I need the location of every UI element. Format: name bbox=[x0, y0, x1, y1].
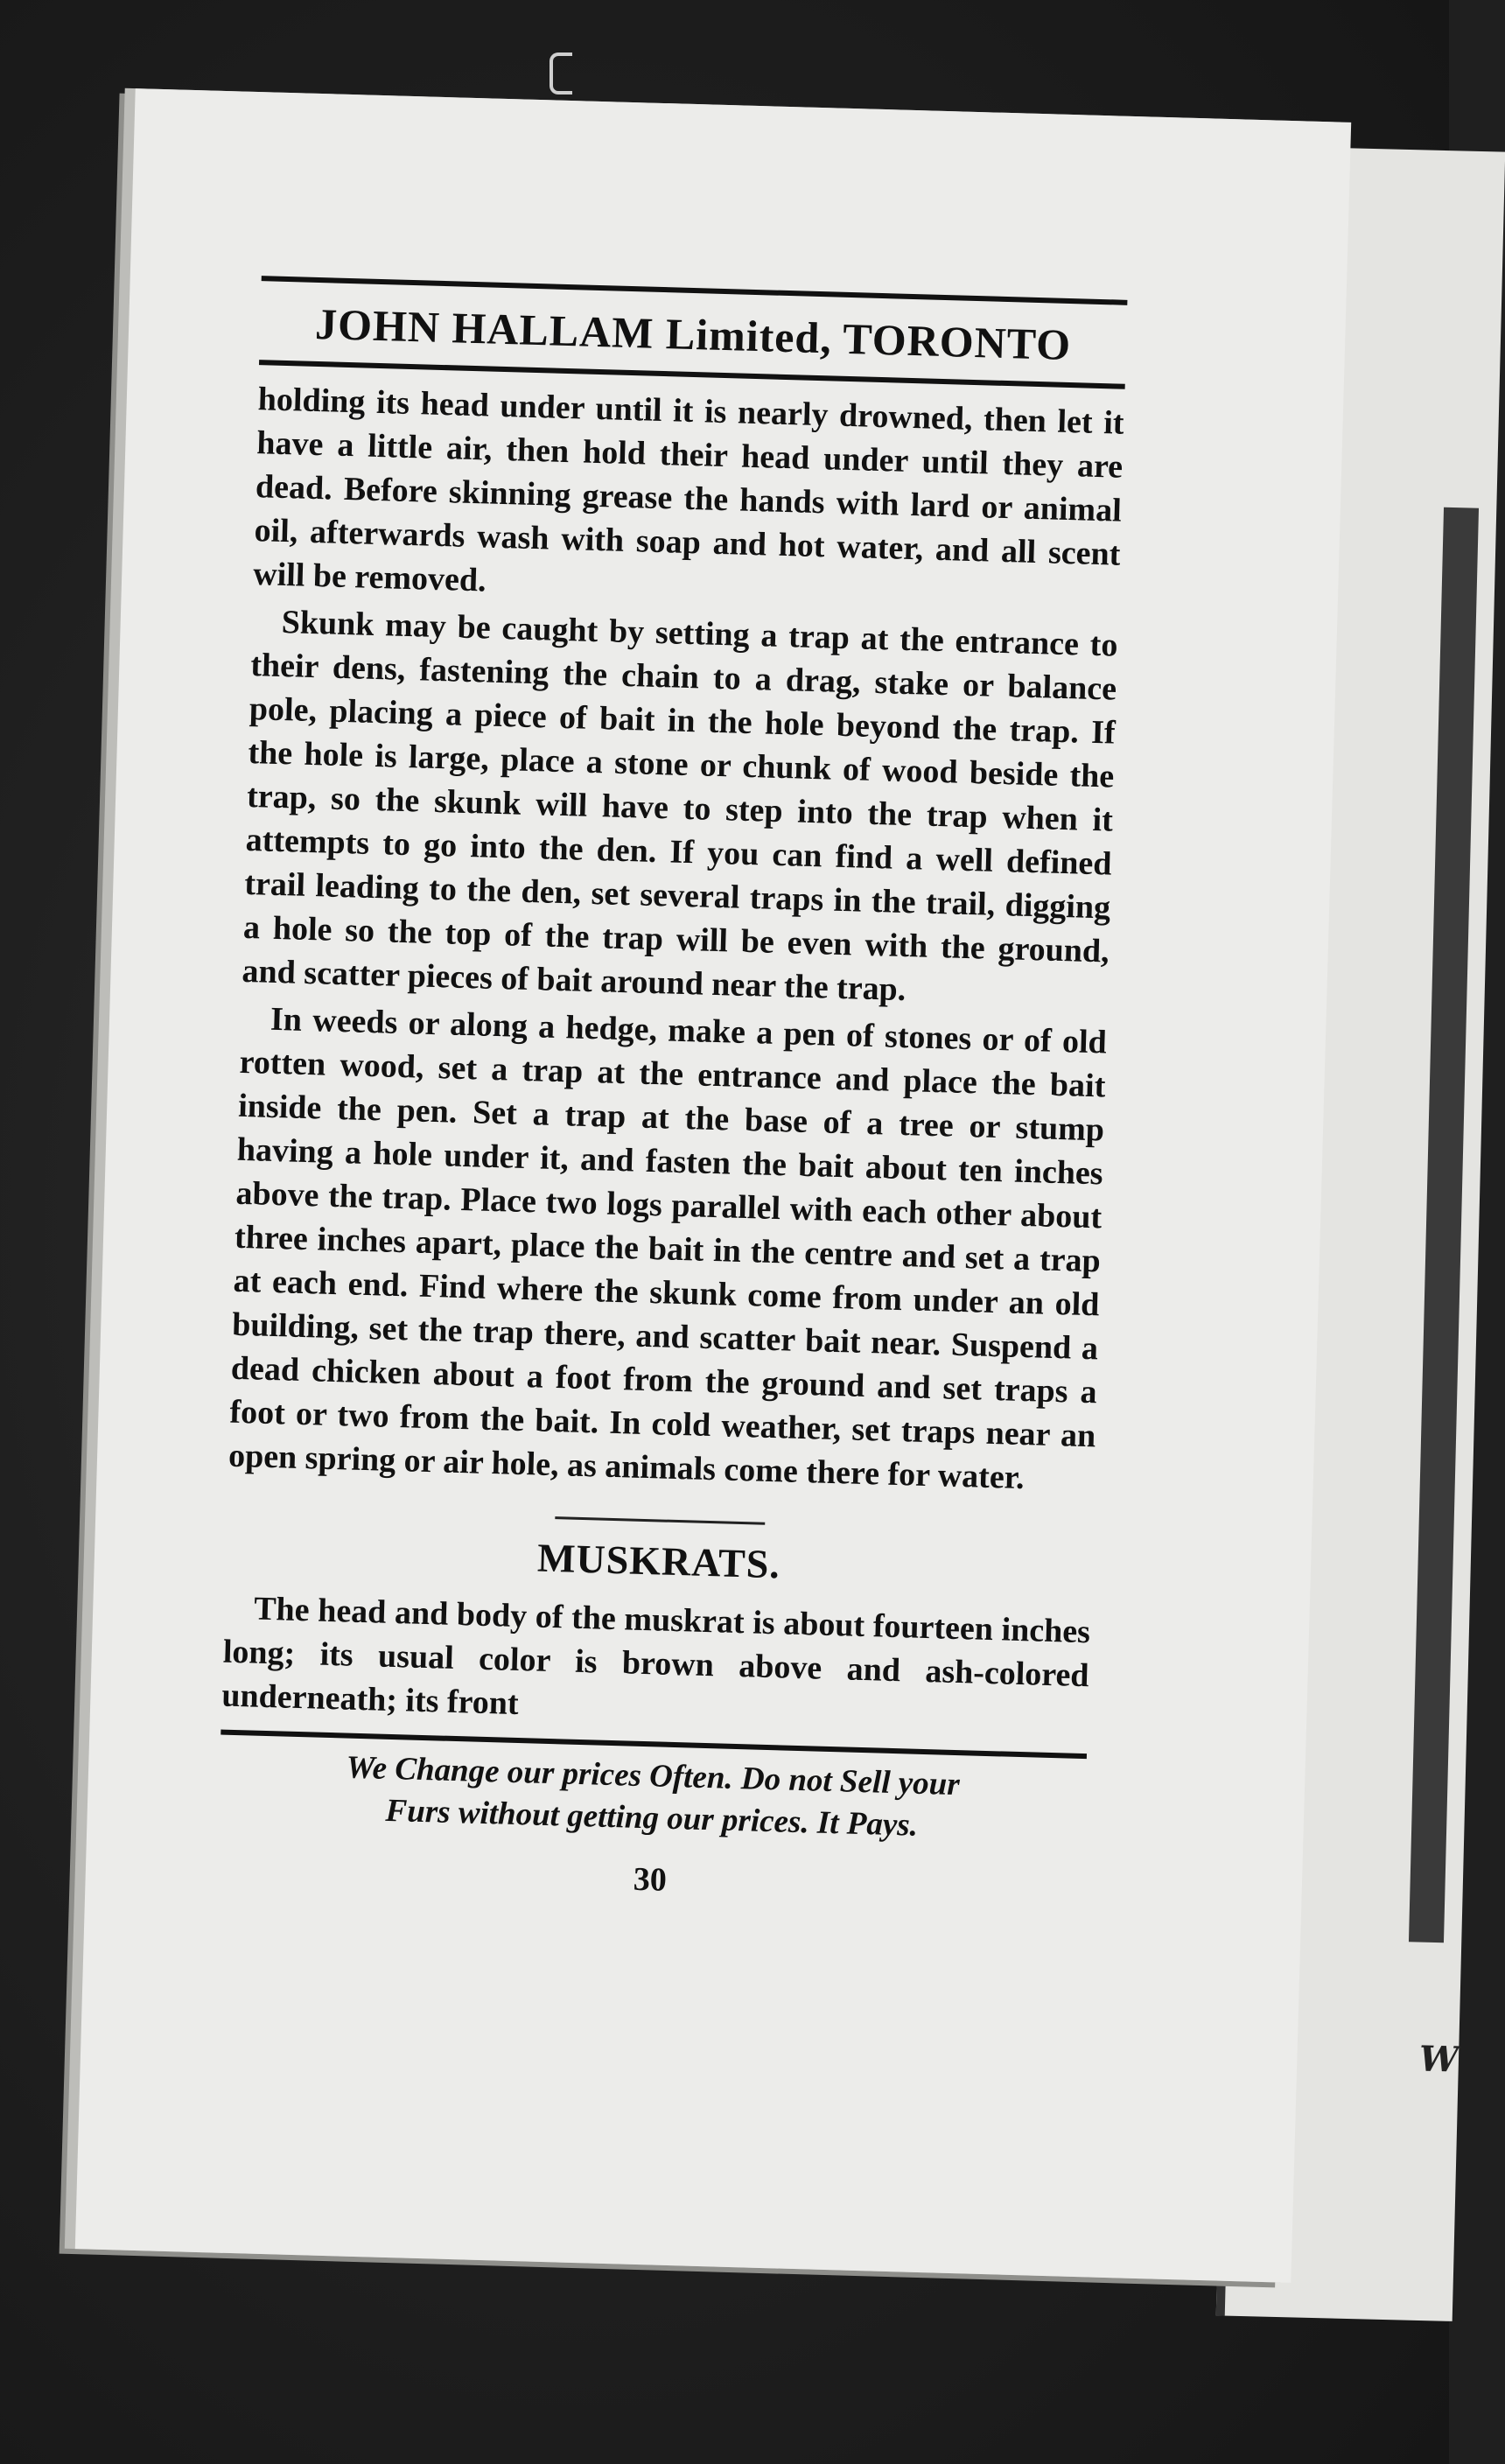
footer-line: We Change our prices Often. Do not Sell your bbox=[346, 1749, 961, 1803]
paragraph: In weeds or along a hedge, make a pen of stones or of old rotten wood, set a trap at the entrance and place the bait inside the pen. Set a trap at the base of a tree or stump having a hole under it, and fasten the bait about ten inches above the trap. Place two logs parallel with each other about three inches apart, place the bait in the centre and set a trap at each end. Find where the skunk come from under an old building, set the trap there, and scatter bait near. Suspend a dead chicken about a foot from the ground and set traps a foot or two from the bait. In cold weather, set traps near an open spring or air hole, as animals come there for water. bbox=[228, 1000, 1108, 1497]
adjacent-page-text: W bbox=[1418, 2038, 1460, 2081]
section-title: MUSKRATS. bbox=[536, 1535, 781, 1587]
paragraph: The head and body of the muskrat is about fourteen inches long; its usual color is brown above and ash-colored underneath; its front bbox=[220, 1590, 1091, 1723]
section-divider bbox=[555, 1516, 765, 1525]
book-page bbox=[75, 88, 1351, 2283]
body-text bbox=[228, 377, 1124, 1502]
page-content bbox=[216, 276, 1127, 1911]
page-number: 30 bbox=[633, 1860, 668, 1899]
film-frame-mark bbox=[550, 52, 572, 94]
footer-notice bbox=[218, 1744, 1086, 1852]
paragraph: holding its head under until it is nearly drowned, then let it have a little air, then hold their head under until they are dead. Before skinning grease the hands with lard or animal oil, afterwards wash with soap and hot water, and all scent will be removed. bbox=[252, 381, 1125, 599]
section-body bbox=[221, 1586, 1091, 1742]
paragraph: Skunk may be caught by setting a trap at the entrance to their dens, fastening the chain to a drag, stake or balance pole, placing a piece of bait in the hole beyond the trap. If the hole is large, place a stone or chunk of wood beside the trap, so the skunk will have to step into the trap when it attempts to go into the den. If you can find a well defined trail leading to the den, set several traps in the trail, digging a hole so the top of the trap will be even with the ground, and scatter pieces of bait around near the trap. bbox=[242, 603, 1119, 1009]
page-header: JOHN HALLAM Limited, TORONTO bbox=[259, 297, 1127, 389]
footer-line: Furs without getting our prices. It Pays. bbox=[385, 1792, 919, 1844]
